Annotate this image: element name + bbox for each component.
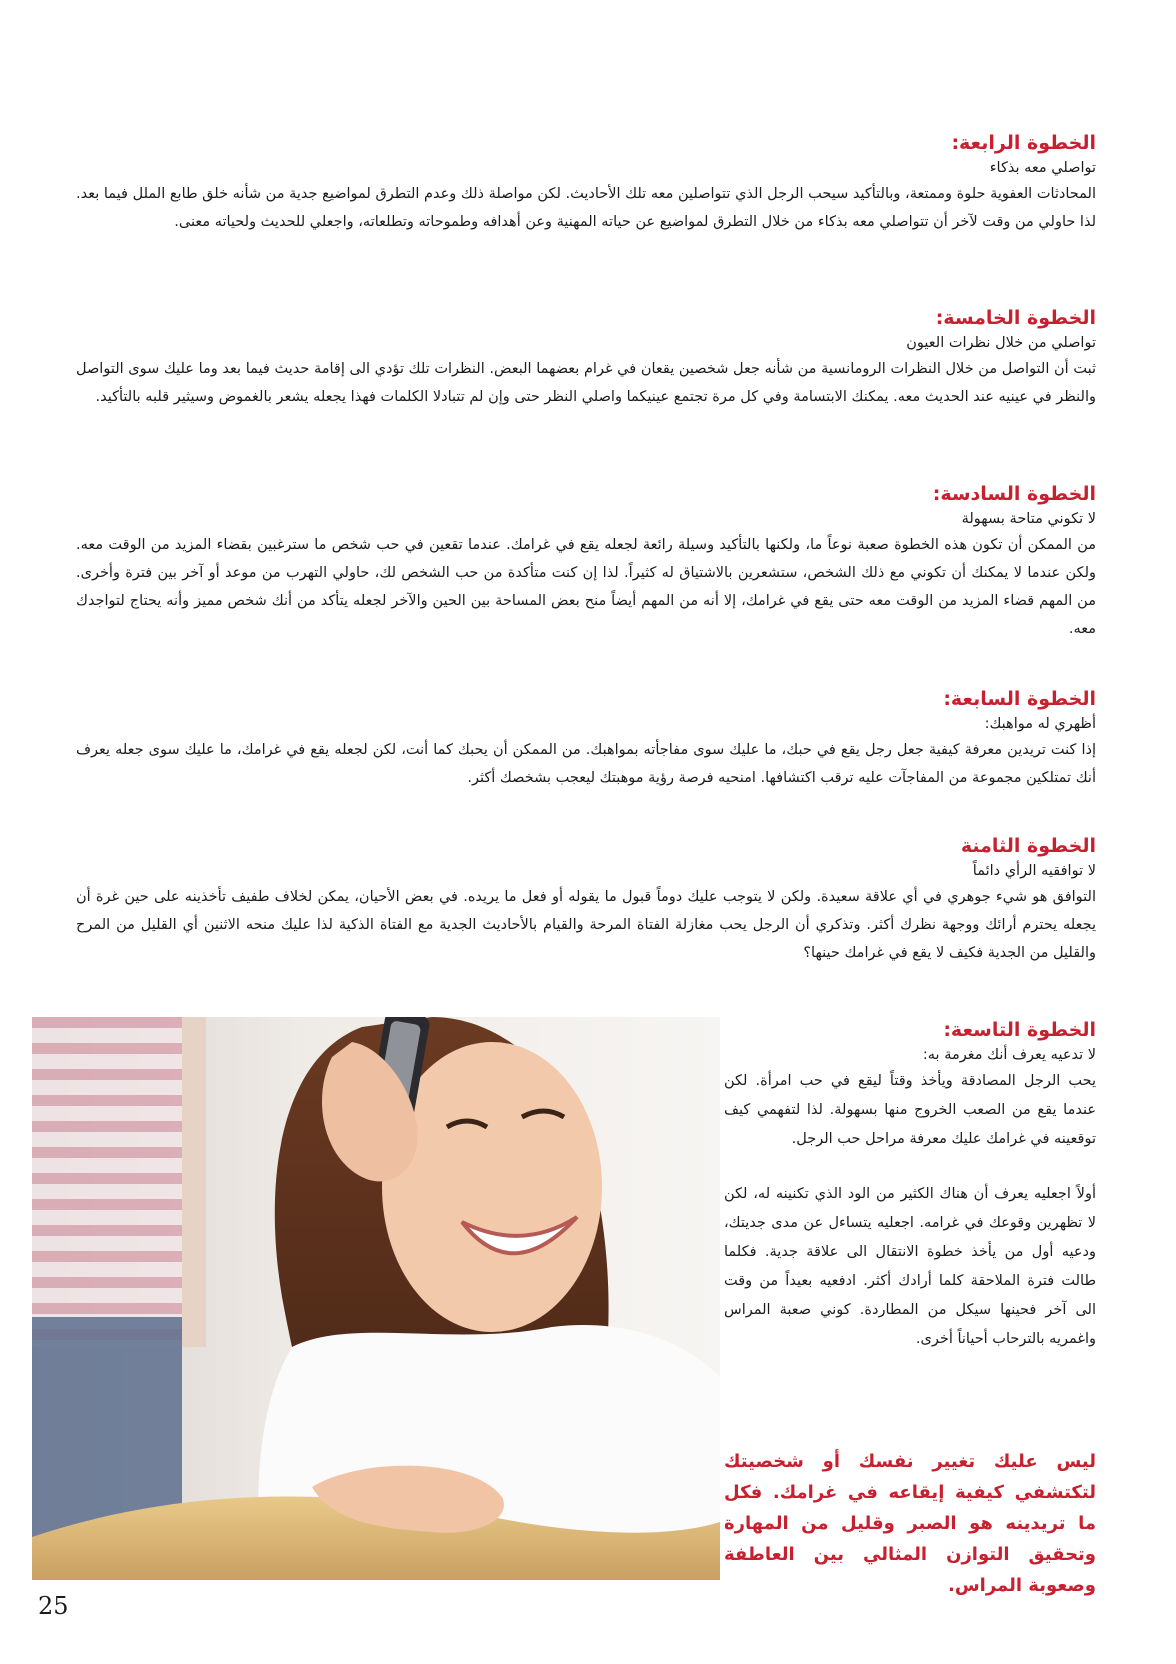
- section-subtitle: لا تكوني متاحة بسهولة: [961, 511, 1096, 527]
- section-body: التوافق هو شيء جوهري في أي علاقة سعيدة. ولكن لا يتوجب عليك دوماً قبول ما يقوله أو فعل ما يريده. في بعض الأحيان، يمكن لخلاف طفيف تأخذينه على حين غرة أن يجعله يحترم أرائك ووجهة نظرك أكثر. وتذكري أن الرجل يحب مغازلة الفتاة المرحة والقيام بالأحاديث الجدية مع الفتاة الذكية لذا عليك منحه الاثنين أي القليل من المرح والقليل من الجدية فكيف لا يقع في غرامك حينها؟: [76, 889, 1096, 961]
- section-step-7: [76, 686, 1096, 792]
- pull-quote: ليس عليك تغيير نفسك أو شخصيتك لتكتشفي كيفية إيقاعه في غرامك. فكل ما تريدينه هو الصبر وقليل من المهارة وتحقيق التوازن المثالي بين العاطفة وصعوبة المراس.: [724, 1451, 1096, 1596]
- section-step-8: [76, 833, 1096, 967]
- section-body-para-2: أولاً اجعليه يعرف أن هناك الكثير من الود الذي تكنينه له، لكن لا تظهرين وقوعك في غرامه. اجعليه يتساءل عن مدى جديتك، ودعيه أول من يأخذ خطوة الانتقال الى علاقة جدية. فكلما طالت فترة الملاحقة كلما أرادك أكثر. ادفعيه بعيداً من وقت الى آخر فحينها سيكل من المطاردة. كوني صعبة المراس واغمريه بالترحاب أحياناً أخرى.: [724, 1186, 1096, 1347]
- section-subtitle: تواصلي معه بذكاء: [989, 160, 1096, 176]
- woman-on-phone-photo: [32, 1017, 720, 1580]
- section-body: إذا كنت تريدين معرفة كيفية جعل رجل يقع في حبك، ما عليك سوى مفاجأته بمواهبك. من الممكن أن يحبك كما أنت، لكن لجعله يقع في غرامك، ما عليك سوى جعله يعرف أنك تمتلكين مجموعة من المفاجآت عليه ترقب اكتشافها. امنحيه فرصة رؤية موهبتك ليعجب بشخصك أكثر.: [76, 742, 1096, 786]
- section-heading: الخطوة الرابعة:: [951, 132, 1096, 154]
- section-step-9: [724, 1017, 1096, 1354]
- section-subtitle: أظهري له مواهبك:: [984, 716, 1096, 732]
- page-number: 25: [38, 1592, 69, 1620]
- section-heading: الخطوة الخامسة:: [935, 307, 1096, 329]
- section-heading: الخطوة التاسعة:: [943, 1019, 1096, 1041]
- section-body: من الممكن أن تكون هذه الخطوة صعبة نوعاً ما، ولكنها بالتأكيد وسيلة رائعة لجعله يقع في غرامك. عندما تقعين في حب شخص ما سترغبين بقضاء المزيد من الوقت معه. ولكن عندما لا يمكنك أن تكوني مع ذلك الشخص، ستشعرين بالاشتياق له كثيراً. لذا إن كنت متأكدة من حب الشخص لك، حاولي التهرب من موعد أو آخر بين فترة وأخرى. من المهم قضاء المزيد من الوقت معه حتى يقع في غرامك، إلا أنه من المهم أيضاً منح بعض المساحة بين الحين والآخر لجعله يتأكد من أنك شخص مميز وأنه يحتاج لتواجدك معه.: [76, 537, 1096, 637]
- section-body: المحادثات العفوية حلوة وممتعة، وبالتأكيد سيحب الرجل الذي تتواصلين معه تلك الأحاديث. لكن مواصلة ذلك وعدم التطرق لمواضيع جدية من شأنه خلق طابع الملل فيما بعد. لذا حاولي من وقت لآخر أن تتواصلي معه بذكاء من خلال التطرق لمواضيع عن حياته المهنية وعن أهدافه وطموحاته وتطلعاته، واجعلي للحديث ولحياته معنى.: [76, 186, 1096, 230]
- section-heading: الخطوة السادسة:: [932, 483, 1096, 505]
- section-heading: الخطوة السابعة:: [943, 688, 1096, 710]
- section-body-para-1: يحب الرجل المصادقة ويأخذ وقتاً ليقع في حب امرأة. لكن عندما يقع من الصعب الخروج منها بسهولة. لذا لتفهمي كيف توقعينه في غرامك عليك معرفة مراحل حب الرجل.: [724, 1073, 1096, 1147]
- section-body: ثبت أن التواصل من خلال النظرات الرومانسية من شأنه جعل شخصين يقعان في غرام بعضهما البعض. النظرات تلك تؤدي الى إقامة حديث فيما بعد وما عليك سوى التواصل والنظر في عينيه عند الحديث معه. يمكنك الابتسامة وفي كل مرة تجتمع عينيكما واصلي النظر حتى وإن لم تتبادلا الكلمات فهذا يجعله يشعر بالغموض وسيثير قلبه بالتأكيد.: [76, 361, 1096, 405]
- section-step-6: [76, 481, 1096, 643]
- section-step-4: [76, 130, 1096, 236]
- section-subtitle: لا تدعيه يعرف أنك مغرمة به:: [922, 1047, 1096, 1063]
- section-subtitle: لا توافقيه الرأي دائماً: [972, 863, 1096, 879]
- section-step-5: [76, 305, 1096, 411]
- section-heading: الخطوة الثامنة: [960, 835, 1096, 857]
- section-subtitle: تواصلي من خلال نظرات العيون: [906, 335, 1096, 351]
